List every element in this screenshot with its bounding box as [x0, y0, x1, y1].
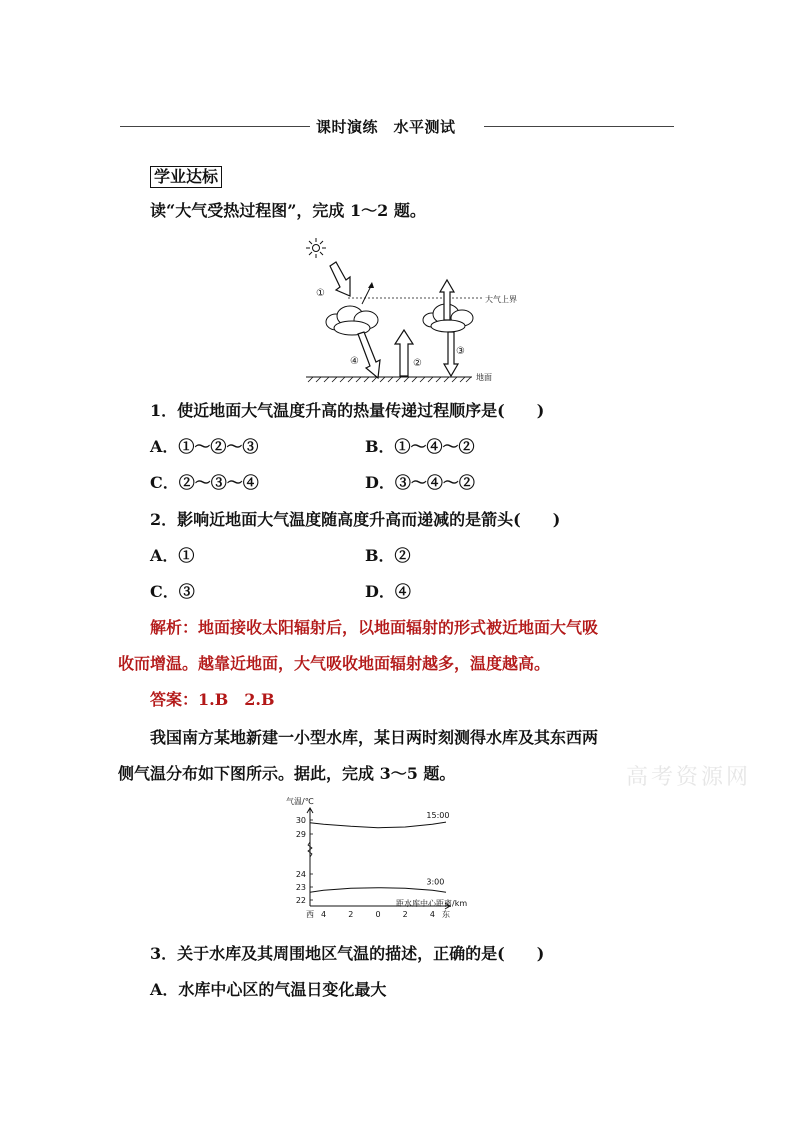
analysis-line-2: 收而增温。越靠近地面，大气吸收地面辐射越多，温度越高。	[118, 654, 551, 673]
option-text: ①～②～③	[178, 437, 259, 456]
q1-option-a[interactable]	[150, 436, 258, 458]
analysis-label: 解析：	[150, 618, 199, 637]
arrow-3-label: ③	[456, 346, 465, 357]
option-letter: A．	[150, 980, 179, 999]
y-tick-label: 22	[295, 896, 306, 905]
temperature-chart	[280, 794, 550, 930]
intro-text-2-line-2: 侧气温分布如下图所示。据此，完成 3～5 题。	[118, 764, 456, 783]
series-label: 15:00	[426, 811, 450, 821]
arrow-2-label: ②	[413, 358, 422, 369]
page-header-title: 课时演练 水平测试	[316, 118, 456, 136]
answer-value: 1.B 2.B	[198, 690, 275, 709]
q2-option-a[interactable]	[150, 545, 194, 567]
question-1-stem: 1．使近地面大气温度升高的热量传递过程顺序是( )	[150, 401, 545, 420]
arrow-4-label: ④	[350, 356, 359, 367]
x-axis-label: 距水库中心距离/km	[396, 899, 468, 908]
arrow-1-solar-radiation	[330, 262, 350, 296]
option-text: ③～④～②	[394, 473, 475, 492]
q1-option-c[interactable]	[150, 472, 259, 494]
arrow-2-ground-radiation	[395, 330, 413, 376]
x-tick-label: 2	[402, 910, 408, 919]
reflection-arrow-head	[368, 282, 374, 288]
option-letter: A．	[150, 437, 179, 456]
x-tick-label: 0	[375, 910, 381, 919]
x-tick-label: 东	[442, 910, 450, 919]
series-line-1500	[310, 822, 446, 828]
y-tick-label: 29	[295, 830, 306, 839]
arrow-4-counter-radiation	[358, 332, 380, 378]
arrow-1-label: ①	[316, 288, 325, 299]
option-text: ④	[394, 582, 411, 601]
section-label: 学业达标	[150, 166, 222, 188]
option-text: ②～③～④	[178, 473, 259, 492]
option-letter: D．	[365, 582, 395, 601]
boundary-label: 大气上界	[485, 295, 517, 304]
sun-icon	[306, 238, 326, 258]
x-tick-label: 2	[348, 910, 354, 919]
y-tick-label: 24	[295, 870, 306, 879]
question-2-stem: 2．影响近地面大气温度随高度升高而递减的是箭头( )	[150, 510, 561, 529]
intro-text-2-line-1: 我国南方某地新建一小型水库，某日两时刻测得水库及其东西两	[150, 728, 599, 747]
atmosphere-heating-diagram	[300, 236, 530, 386]
cloud-left-icon	[326, 306, 378, 335]
q3-option-a[interactable]	[150, 979, 386, 1001]
header-rule-right	[484, 126, 674, 127]
q2-option-c[interactable]	[150, 581, 195, 603]
analysis-text-1: 地面接收太阳辐射后，以地面辐射的形式被近地面大气吸	[198, 618, 599, 637]
option-letter: D．	[365, 473, 395, 492]
x-tick-label: 4	[321, 910, 327, 919]
y-axis-label: 气温/℃	[286, 797, 314, 806]
option-letter: A．	[150, 546, 179, 565]
answer-line	[150, 689, 274, 711]
y-tick-label: 23	[295, 883, 306, 892]
x-tick-label: 西	[306, 910, 314, 919]
option-letter: B．	[365, 546, 395, 565]
x-tick-label: 4	[429, 910, 435, 919]
answer-label: 答案：	[150, 690, 199, 709]
q2-option-b[interactable]	[365, 545, 411, 567]
option-text: ①	[178, 546, 195, 565]
q1-option-b[interactable]	[365, 436, 475, 458]
option-text: ③	[178, 582, 195, 601]
intro-text-1: 读“大气受热过程图”，完成 1～2 题。	[150, 201, 426, 220]
q2-option-d[interactable]	[365, 581, 411, 603]
option-letter: C．	[150, 582, 179, 601]
series-line-0300	[310, 888, 446, 893]
option-letter: C．	[150, 473, 179, 492]
option-letter: B．	[365, 437, 395, 456]
analysis-line-1	[150, 617, 598, 639]
watermark: 高考资源网	[626, 765, 752, 790]
option-text: 水库中心区的气温日变化最大	[178, 980, 387, 999]
ground-hatching	[308, 377, 471, 382]
ground-label: 地面	[476, 373, 492, 382]
y-tick-label: 30	[295, 816, 306, 825]
q1-option-d[interactable]	[365, 472, 475, 494]
question-3-stem: 3．关于水库及其周围地区气温的描述，正确的是( )	[150, 944, 545, 963]
option-text: ②	[394, 546, 411, 565]
option-text: ①～④～②	[394, 437, 475, 456]
series-label: 3:00	[426, 877, 445, 887]
header-rule-left	[120, 126, 310, 127]
